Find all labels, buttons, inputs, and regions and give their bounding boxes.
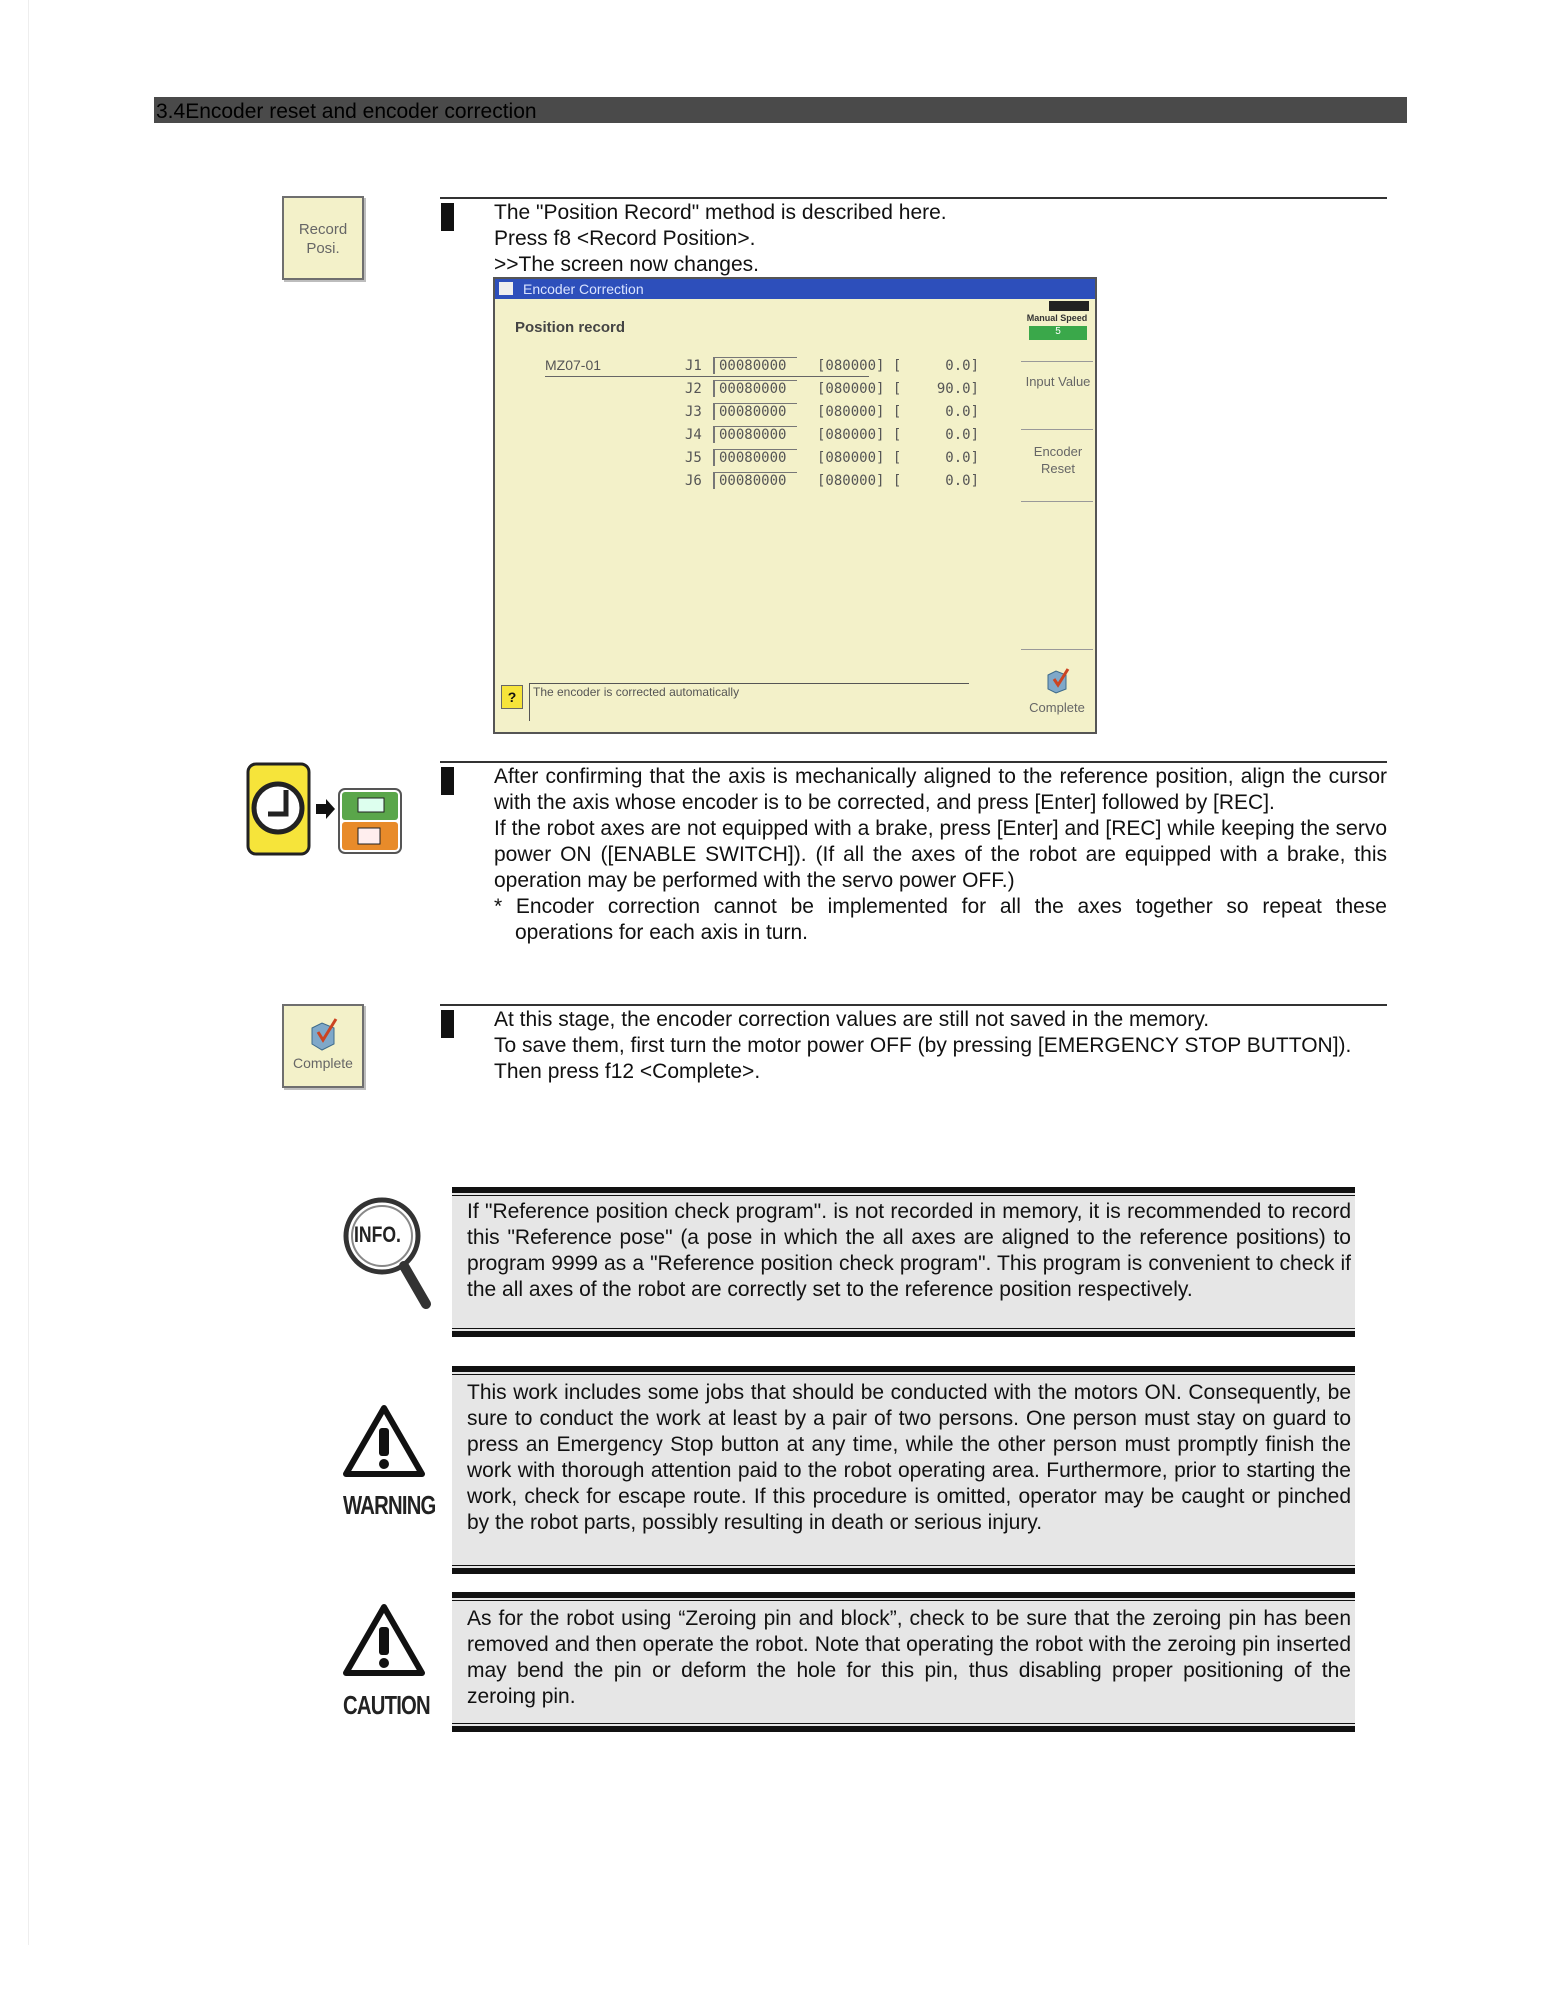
axis-row[interactable] <box>685 472 979 492</box>
axis-row[interactable] <box>685 449 979 469</box>
info-icon-label: INFO. <box>354 1222 401 1247</box>
axis-angle: 0.0] <box>945 404 979 420</box>
axis-angle: 0.0] <box>945 473 979 489</box>
info-text: If "Reference position check program". is not recorded in memory, it is recommended to record this "Reference pose" (a pose in which the all axes are aligned to the reference positions) to program 9999 as a "Reference position check program". This program is convenient to check if the all axes of the robot are correctly set to the reference position respectively. <box>467 1200 1351 1301</box>
screen-titlebar <box>495 279 1095 299</box>
axis-row[interactable] <box>685 403 979 423</box>
axis-encoder: [080000] [ <box>817 450 902 466</box>
axis-value-field[interactable]: 00080000 <box>713 403 797 420</box>
step-bullet <box>441 767 454 795</box>
caution-label: CAUTION <box>343 1690 430 1720</box>
speed-top-bar <box>1049 301 1089 311</box>
help-question-icon: ? <box>501 685 523 709</box>
box-rule-bottom <box>452 1726 1355 1732</box>
robot-model: MZ07-01 <box>545 357 602 373</box>
step1-line: Press f8 <Record Position>. <box>494 227 756 250</box>
warning-label: WARNING <box>343 1490 436 1520</box>
manual-speed-label: Manual Speed <box>1026 313 1088 323</box>
caution-text: As for the robot using “Zeroing pin and block”, check to be sure that the zeroing pin has been removed and then operate the robot. Note that operating the robot with the zeroing pin inserted may bend the pin or deform the hole for this pin, thus disabling proper positioning of the zeroing pin. <box>467 1607 1351 1708</box>
status-bar <box>499 681 1009 727</box>
step2-text <box>494 764 1387 946</box>
record-posi-softkey-icon <box>282 196 364 280</box>
axis-value-field[interactable]: 00080000 <box>713 449 797 466</box>
box-rule-bottom <box>452 1568 1355 1574</box>
axis-encoder: [080000] [ <box>817 404 902 420</box>
axis-encoder: [080000] [ <box>817 473 902 489</box>
info-box <box>452 1187 1355 1337</box>
step1-line: >>The screen now changes. <box>494 253 760 276</box>
window-icon <box>499 282 513 295</box>
rec-key-icon <box>338 788 402 854</box>
encoder-reset-softkey[interactable]: Encoder Reset <box>1033 444 1083 476</box>
complete-icon <box>1042 665 1072 695</box>
caution-triangle-icon <box>342 1603 426 1684</box>
warning-box <box>452 1366 1355 1574</box>
side-separator <box>1021 649 1093 650</box>
axis-encoder: [080000] [ <box>817 427 902 443</box>
axis-label: J2 <box>685 381 702 397</box>
arrow-icon <box>314 798 336 825</box>
complete-label: Complete <box>293 1055 353 1071</box>
axis-angle: 0.0] <box>945 358 979 374</box>
step-rule <box>440 1004 1387 1006</box>
side-separator <box>1021 429 1093 430</box>
axis-encoder: [080000] [ <box>817 381 902 397</box>
page-margin-line <box>28 0 29 1945</box>
step2-line: If the robot axes are not equipped with a brake, press [Enter] and [REC] while keeping the servo power ON ([ENABLE SWITCH]). (If all the axes of the robot are equipped with a brake, this operation may be performed with the servo power OFF.) <box>494 817 1387 892</box>
axis-row[interactable] <box>685 380 979 400</box>
axis-angle: 0.0] <box>945 427 979 443</box>
axis-angle: 0.0] <box>945 450 979 466</box>
axis-value-field[interactable]: 00080000 <box>713 380 797 397</box>
step2-line: After confirming that the axis is mechanically aligned to the reference position, align the cursor with the axis whose encoder is to be corrected, and press [Enter] followed by [REC]. <box>494 765 1387 814</box>
screen-heading: Position record <box>515 319 626 336</box>
axis-value-field[interactable]: 00080000 <box>713 357 797 374</box>
step3-line: Then press f12 <Complete>. <box>494 1060 761 1083</box>
step3-text <box>494 1007 1387 1085</box>
axis-label: J6 <box>685 473 702 489</box>
step2-note: * Encoder correction cannot be implemented for all the axes together so repeat these operations for each axis in turn. <box>494 895 1387 944</box>
record-posi-label: Record Posi. <box>298 221 348 257</box>
step-rule <box>440 761 1387 763</box>
axis-encoder: [080000] [ <box>817 358 902 374</box>
section-header-bar <box>154 97 1407 123</box>
axis-label: J4 <box>685 427 702 443</box>
axis-angle: 90.0] <box>936 381 979 397</box>
axis-label: J3 <box>685 404 702 420</box>
status-frame <box>529 683 969 684</box>
enter-key-icon <box>246 762 311 856</box>
complete-glyph-icon <box>308 1016 340 1052</box>
warning-text: This work includes some jobs that should be conducted with the motors ON. Consequently, be sure to conduct the work at least by a pair of two persons. One person must stay on guard to press an Emergency Stop button at any time, while the other person must promptly finish the work with thorough attention paid to the robot operating area. Furthermore, prior to starting the work, check for escape route. If this procedure is omitted, operator may be caught or pinched by the robot parts, possibly resulting in death or serious injury. <box>467 1381 1351 1534</box>
status-message: The encoder is corrected automatically <box>533 685 740 699</box>
box-rule-top <box>452 1366 1355 1372</box>
box-rule-top <box>452 1592 1355 1598</box>
manual-speed-indicator <box>1023 299 1091 351</box>
screen-title: Encoder Correction <box>523 281 644 297</box>
status-frame <box>529 683 530 721</box>
warning-triangle-icon <box>342 1404 426 1485</box>
step1-text <box>494 200 1387 278</box>
box-rule-bottom <box>452 1331 1355 1337</box>
step3-line: To save them, first turn the motor power OFF (by pressing [EMERGENCY STOP BUTTON]). <box>494 1034 1352 1057</box>
axis-value-field[interactable]: 00080000 <box>713 426 797 443</box>
axis-label: J1 <box>685 358 702 374</box>
axis-label: J5 <box>685 450 702 466</box>
axis-row[interactable] <box>685 426 979 446</box>
complete-softkey-icon <box>282 1004 364 1088</box>
encoder-correction-screen <box>493 277 1097 734</box>
axis-value-field[interactable]: 00080000 <box>713 472 797 489</box>
step-bullet <box>441 203 454 231</box>
section-title: 3.4Encoder reset and encoder correction <box>156 100 537 123</box>
complete-softkey[interactable] <box>1021 665 1093 729</box>
step-bullet <box>441 1010 454 1038</box>
step3-line: At this stage, the encoder correction values are still not saved in the memory. <box>494 1008 1210 1031</box>
side-separator <box>1021 361 1093 362</box>
complete-softkey-label: Complete <box>1029 700 1085 715</box>
step1-line: The "Position Record" method is described here. <box>494 201 947 224</box>
box-rule-top <box>452 1187 1355 1193</box>
axis-row[interactable] <box>685 357 979 377</box>
input-value-softkey[interactable]: Input Value <box>1025 374 1091 389</box>
manual-speed-value: 5 <box>1029 326 1087 340</box>
side-separator <box>1021 501 1093 502</box>
caution-box <box>452 1592 1355 1732</box>
info-magnifier-icon <box>342 1196 432 1314</box>
step-rule <box>440 197 1387 199</box>
